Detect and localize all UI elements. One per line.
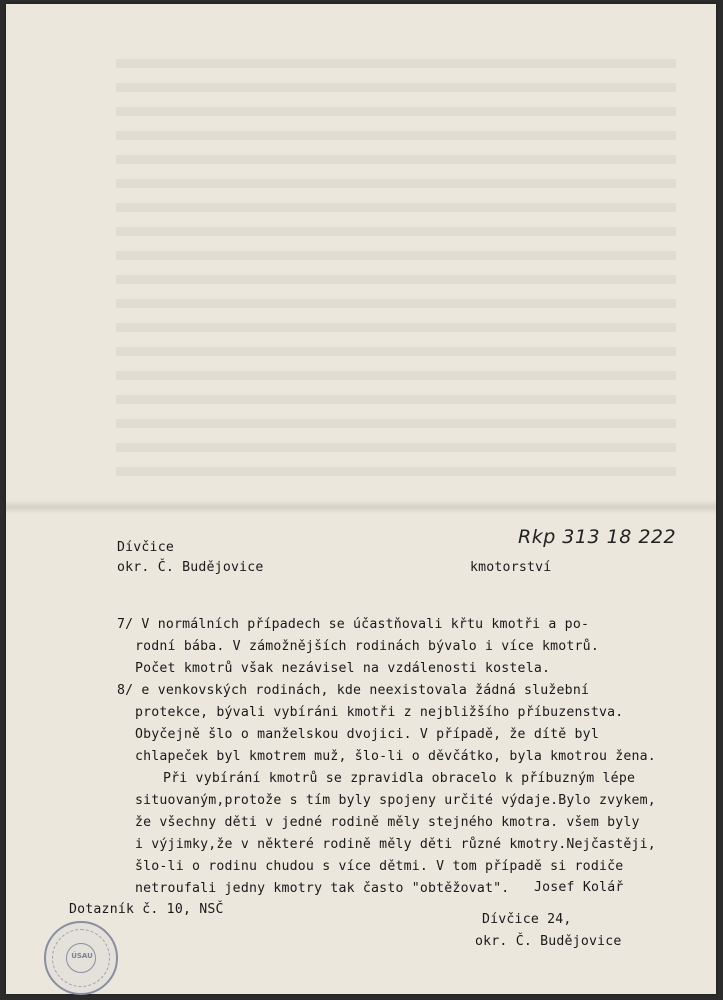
document-sheet — [6, 4, 716, 994]
body-line: šlo-li o rodinu chudou s více dětmi. V tom případě si rodiče — [135, 859, 624, 874]
body-line: situovaným,protože s tím byly spojeny určité výdaje.Bylo zvykem, — [135, 793, 656, 808]
body-line: netroufali jedny kmotry tak často "obtěžovat". — [135, 881, 510, 896]
body-line: Počet kmotrů však nezávisel na vzdálenosti kostela. — [135, 661, 551, 676]
place-name: Dívčice — [117, 540, 174, 555]
body-line: chlapeček byl kmotrem muž, šlo-li o děvčátko, byla kmotrou žena. — [135, 749, 656, 764]
stamp-label: ÚSAU — [71, 952, 93, 960]
body-line: že všechny děti v jedné rodině měly stejného kmotra. všem byly — [135, 815, 640, 830]
author-name: Josef Kolář — [534, 880, 624, 895]
archive-stamp — [44, 921, 118, 995]
paper-fold — [6, 500, 716, 514]
author-district: okr. Č. Budějovice — [475, 934, 622, 949]
document-topic: kmotorství — [470, 560, 552, 575]
questionnaire-number: Dotazník č. 10, NSČ — [69, 902, 224, 917]
body-line: Obyčejně šlo o manželskou dvojici. V případě, že dítě byl — [135, 727, 599, 742]
archive-reference: Rkp 313 18 222 — [518, 526, 677, 548]
body-line: i výjimky,že v některé rodině měly děti různé kmotry.Nejčastěji, — [135, 837, 656, 852]
body-line: 8/ e venkovských rodinách, kde neexistovala žádná služební — [117, 683, 590, 698]
body-line: rodní bába. V zámožnějších rodinách bývalo i více kmotrů. — [135, 639, 599, 654]
reverse-side-bleed-through — [116, 59, 676, 479]
body-line: Při vybírání kmotrů se zpravidla obracelo k příbuzným lépe — [163, 771, 636, 786]
body-line: protekce, bývali vybíráni kmotři z nejbližšího příbuzenstva. — [135, 705, 624, 720]
author-address: Dívčice 24, — [482, 912, 572, 927]
body-line: 7/ V normálních případech se účastňovali křtu kmotři a po- — [117, 617, 590, 632]
district-name: okr. Č. Budějovice — [117, 560, 264, 575]
